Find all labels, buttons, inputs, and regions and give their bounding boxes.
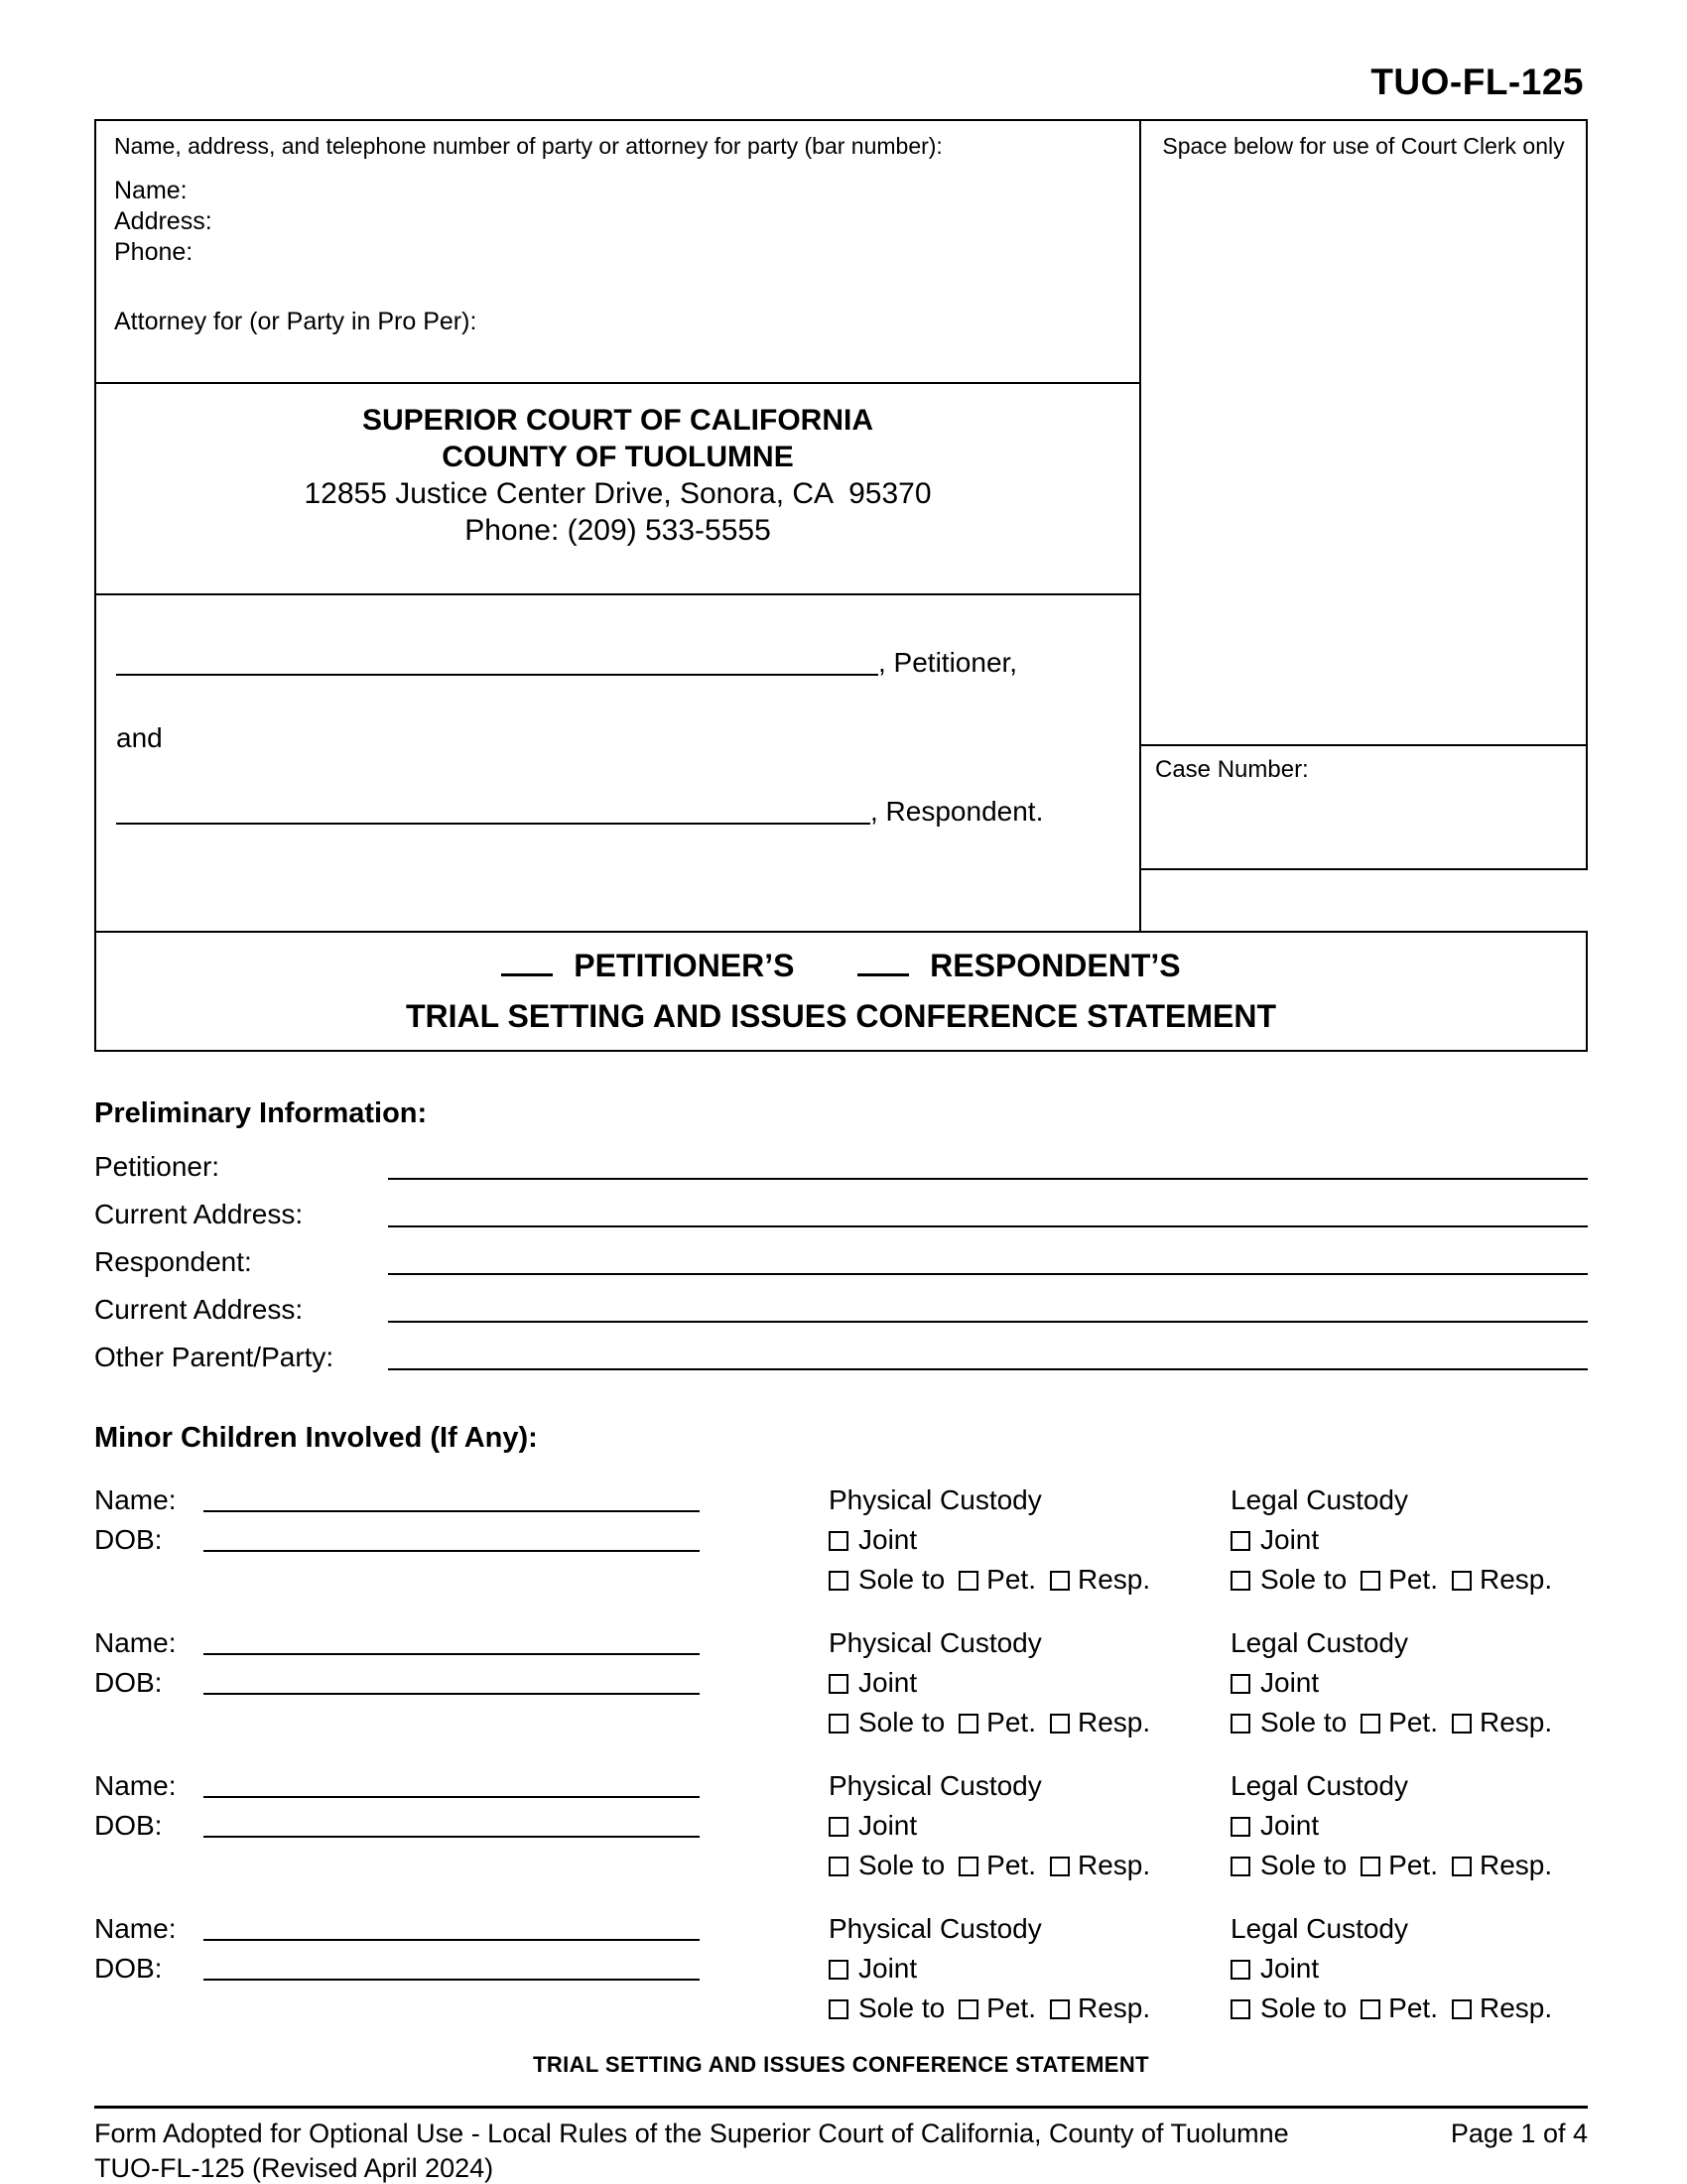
physical-custody-label: Physical Custody [829, 1913, 1042, 1944]
physical-custody-column [829, 1907, 1231, 2026]
respondent-address-field-row [94, 1281, 1588, 1329]
legal-resp-label: Resp. [1479, 1850, 1553, 1880]
physical-sole-to-label: Sole to [858, 1707, 946, 1737]
preliminary-fields [94, 1138, 1588, 1376]
child-name-row [94, 1764, 829, 1804]
legal-joint-checkbox[interactable] [1231, 1817, 1250, 1837]
child-name-label: Name: [94, 1913, 177, 1944]
legal-sole-row [1231, 1987, 1588, 2026]
caption-left-column [94, 119, 1141, 933]
legal-sole-to-label: Sole to [1260, 1707, 1348, 1737]
respondent-title-label: RESPONDENT’S [930, 948, 1181, 983]
footer-divider [94, 2106, 1588, 2109]
other-parent-field-label: Other Parent/Party: [94, 1342, 334, 1372]
legal-sole-to-label: Sole to [1260, 1992, 1348, 2023]
legal-resp-label: Resp. [1479, 1564, 1553, 1595]
physical-joint-checkbox[interactable] [829, 1674, 848, 1694]
legal-pet-label: Pet. [1388, 1992, 1438, 2023]
legal-joint-row [1231, 1947, 1588, 1987]
child-dob-label: DOB: [94, 1953, 163, 1984]
legal-resp-label: Resp. [1479, 1992, 1553, 2023]
legal-joint-label: Joint [1260, 1524, 1320, 1555]
legal-sole-checkbox[interactable] [1231, 1857, 1250, 1876]
petitioner-suffix-label: , Petitioner, [878, 647, 1018, 678]
legal-joint-row [1231, 1518, 1588, 1558]
petitioner-field-row [94, 1138, 1588, 1186]
legal-sole-row [1231, 1558, 1588, 1598]
physical-resp-label: Resp. [1077, 1850, 1151, 1880]
legal-custody-label: Legal Custody [1231, 1770, 1409, 1801]
legal-custody-label: Legal Custody [1231, 1484, 1409, 1515]
legal-pet-label: Pet. [1388, 1707, 1438, 1737]
respondent-suffix-label: , Respondent. [870, 796, 1044, 827]
physical-sole-checkbox[interactable] [829, 1571, 848, 1591]
physical-joint-checkbox[interactable] [829, 1531, 848, 1551]
physical-pet-label: Pet. [986, 1992, 1036, 2023]
physical-custody-label: Physical Custody [829, 1770, 1042, 1801]
physical-joint-label: Joint [858, 1524, 918, 1555]
legal-joint-checkbox[interactable] [1231, 1674, 1250, 1694]
physical-joint-checkbox[interactable] [829, 1960, 848, 1980]
child-dob-label: DOB: [94, 1810, 163, 1841]
child-entry [94, 1907, 1588, 2026]
physical-sole-checkbox[interactable] [829, 1999, 848, 2019]
physical-sole-to-label: Sole to [858, 1992, 946, 2023]
legal-sole-pet-checkbox[interactable] [1361, 1714, 1380, 1734]
attorney-info-box [96, 121, 1139, 384]
child-dob-input[interactable] [203, 1550, 700, 1552]
physical-joint-label: Joint [858, 1953, 918, 1984]
physical-sole-row [829, 1987, 1231, 2026]
legal-sole-pet-checkbox[interactable] [1361, 1571, 1380, 1591]
legal-sole-pet-checkbox[interactable] [1361, 1857, 1380, 1876]
physical-sole-resp-checkbox[interactable] [1050, 1857, 1070, 1876]
footer-form-title: TRIAL SETTING AND ISSUES CONFERENCE STATEMENT [533, 2052, 1149, 2077]
attorney-address-label: Address: [114, 207, 212, 235]
legal-sole-to-label: Sole to [1260, 1564, 1348, 1595]
legal-joint-label: Joint [1260, 1667, 1320, 1698]
physical-custody-label: Physical Custody [829, 1627, 1042, 1658]
legal-joint-row [1231, 1661, 1588, 1701]
legal-pet-label: Pet. [1388, 1564, 1438, 1595]
case-number-label: Case Number: [1155, 756, 1309, 783]
physical-sole-to-label: Sole to [858, 1564, 946, 1595]
legal-resp-label: Resp. [1479, 1707, 1553, 1737]
attorney-for-label: Attorney for (or Party in Pro Per): [114, 308, 477, 335]
legal-sole-checkbox[interactable] [1231, 1571, 1250, 1591]
attorney-phone-input[interactable] [193, 237, 1121, 268]
attorney-caption: Name, address, and telephone number of party or attorney for party (bar number): [114, 133, 943, 159]
child-dob-label: DOB: [94, 1667, 163, 1698]
petitioner-title-label: PETITIONER’S [574, 948, 795, 983]
court-name-line1: SUPERIOR COURT OF CALIFORNIA [362, 404, 873, 437]
other-parent-input[interactable] [388, 1368, 1588, 1370]
child-dob-row [94, 1661, 829, 1701]
physical-joint-label: Joint [858, 1667, 918, 1698]
court-clerk-space-box [1139, 119, 1588, 746]
legal-sole-pet-checkbox[interactable] [1361, 1999, 1380, 2019]
legal-joint-row [1231, 1804, 1588, 1844]
child-dob-label: DOB: [94, 1524, 163, 1555]
child-name-label: Name: [94, 1770, 177, 1801]
children-list [94, 1478, 1588, 2026]
physical-sole-checkbox[interactable] [829, 1714, 848, 1734]
child-name-input[interactable] [203, 1510, 700, 1512]
physical-resp-label: Resp. [1077, 1707, 1151, 1737]
court-clerk-space-label: Space below for use of Court Clerk only [1162, 133, 1565, 159]
legal-sole-checkbox[interactable] [1231, 1714, 1250, 1734]
caption-grid [94, 119, 1588, 933]
child-identity [94, 1907, 829, 2026]
child-entry [94, 1764, 1588, 1883]
physical-sole-row [829, 1701, 1231, 1740]
form-title: TRIAL SETTING AND ISSUES CONFERENCE STATEMENT [405, 998, 1277, 1034]
legal-custody-column [1231, 1478, 1588, 1598]
physical-joint-row [829, 1661, 1231, 1701]
legal-sole-row [1231, 1701, 1588, 1740]
child-name-input[interactable] [203, 1796, 700, 1798]
legal-joint-checkbox[interactable] [1231, 1960, 1250, 1980]
child-name-input[interactable] [203, 1653, 700, 1655]
footer-adoption-text: Form Adopted for Optional Use - Local Rules of the Superior Court of California, County of Tuolumne [94, 2119, 1289, 2148]
child-dob-row [94, 1518, 829, 1558]
respondent-select-blank[interactable] [857, 971, 909, 976]
legal-custody-label: Legal Custody [1231, 1913, 1409, 1944]
respondent-address-field-label: Current Address: [94, 1294, 304, 1325]
party-caption-section [96, 645, 1139, 931]
physical-custody-column [829, 1621, 1231, 1740]
child-name-row [94, 1478, 829, 1518]
attorney-name-input[interactable] [188, 176, 1121, 206]
legal-sole-to-label: Sole to [1260, 1850, 1348, 1880]
legal-sole-resp-checkbox[interactable] [1452, 1571, 1472, 1591]
legal-custody-column [1231, 1907, 1588, 2026]
child-dob-input[interactable] [203, 1693, 700, 1695]
physical-pet-label: Pet. [986, 1707, 1036, 1737]
physical-sole-to-label: Sole to [858, 1850, 946, 1880]
legal-joint-label: Joint [1260, 1953, 1320, 1984]
court-name-line2: COUNTY OF TUOLUMNE [442, 441, 794, 473]
child-dob-row [94, 1804, 829, 1844]
child-entry [94, 1621, 1588, 1740]
child-name-input[interactable] [203, 1939, 700, 1941]
legal-sole-resp-checkbox[interactable] [1452, 1714, 1472, 1734]
petitioner-address-field-label: Current Address: [94, 1199, 304, 1229]
child-name-row [94, 1621, 829, 1661]
petitioner-address-field-row [94, 1186, 1588, 1233]
physical-sole-checkbox[interactable] [829, 1857, 848, 1876]
and-label: and [116, 722, 163, 753]
other-parent-field-row [94, 1329, 1588, 1376]
form-page [94, 0, 1588, 2184]
physical-resp-label: Resp. [1077, 1992, 1151, 2023]
child-dob-input[interactable] [203, 1979, 700, 1981]
minor-children-heading: Minor Children Involved (If Any): [94, 1422, 538, 1454]
physical-custody-label: Physical Custody [829, 1484, 1042, 1515]
child-identity [94, 1478, 829, 1598]
legal-joint-checkbox[interactable] [1231, 1531, 1250, 1551]
legal-sole-checkbox[interactable] [1231, 1999, 1250, 2019]
physical-sole-row [829, 1844, 1231, 1883]
court-address: 12855 Justice Center Drive, Sonora, CA 95370 [304, 477, 932, 510]
child-identity [94, 1621, 829, 1740]
legal-custody-column [1231, 1621, 1588, 1740]
physical-custody-column [829, 1764, 1231, 1883]
physical-custody-column [829, 1478, 1231, 1598]
physical-resp-label: Resp. [1077, 1564, 1151, 1595]
form-number: TUO-FL-125 [1370, 62, 1584, 102]
physical-joint-checkbox[interactable] [829, 1817, 848, 1837]
child-name-label: Name: [94, 1484, 177, 1515]
footer-revision-text: TUO-FL-125 (Revised April 2024) [94, 2153, 494, 2183]
court-header [96, 384, 1139, 595]
attorney-address-input[interactable] [212, 206, 1121, 237]
physical-pet-label: Pet. [986, 1564, 1036, 1595]
legal-sole-resp-checkbox[interactable] [1452, 1857, 1472, 1876]
respondent-input[interactable] [388, 1273, 1588, 1275]
petitioner-name-line[interactable] [116, 674, 878, 676]
legal-custody-label: Legal Custody [1231, 1627, 1409, 1658]
physical-sole-pet-checkbox[interactable] [959, 1714, 978, 1734]
legal-custody-column [1231, 1764, 1588, 1883]
respondent-field-label: Respondent: [94, 1246, 252, 1277]
petitioner-select-blank[interactable] [501, 971, 553, 976]
physical-pet-label: Pet. [986, 1850, 1036, 1880]
physical-sole-row [829, 1558, 1231, 1598]
child-entry [94, 1478, 1588, 1598]
form-title-box [94, 931, 1588, 1052]
child-name-row [94, 1907, 829, 1947]
physical-sole-resp-checkbox[interactable] [1050, 1999, 1070, 2019]
court-phone: Phone: (209) 533-5555 [464, 514, 771, 547]
respondent-name-line[interactable] [116, 823, 870, 825]
legal-pet-label: Pet. [1388, 1850, 1438, 1880]
attorney-name-label: Name: [114, 177, 188, 204]
physical-sole-pet-checkbox[interactable] [959, 1999, 978, 2019]
case-number-box [1139, 744, 1588, 870]
physical-joint-label: Joint [858, 1810, 918, 1841]
physical-sole-pet-checkbox[interactable] [959, 1571, 978, 1591]
child-dob-input[interactable] [203, 1836, 700, 1838]
physical-joint-row [829, 1947, 1231, 1987]
case-number-input[interactable] [1155, 784, 1572, 853]
petitioner-address-input[interactable] [388, 1225, 1588, 1227]
physical-joint-row [829, 1804, 1231, 1844]
physical-sole-pet-checkbox[interactable] [959, 1857, 978, 1876]
physical-sole-resp-checkbox[interactable] [1050, 1571, 1070, 1591]
physical-sole-resp-checkbox[interactable] [1050, 1714, 1070, 1734]
attorney-phone-label: Phone: [114, 238, 194, 266]
footer-row [94, 2119, 1588, 2149]
physical-joint-row [829, 1518, 1231, 1558]
respondent-address-input[interactable] [388, 1321, 1588, 1323]
footer-page-number: Page 1 of 4 [1450, 2119, 1588, 2148]
attorney-for-input[interactable] [476, 308, 1121, 336]
legal-sole-row [1231, 1844, 1588, 1883]
respondent-field-row [94, 1233, 1588, 1281]
child-dob-row [94, 1947, 829, 1987]
child-identity [94, 1764, 829, 1883]
legal-joint-label: Joint [1260, 1810, 1320, 1841]
child-name-label: Name: [94, 1627, 177, 1658]
petitioner-input[interactable] [388, 1178, 1588, 1180]
petitioner-field-label: Petitioner: [94, 1151, 220, 1182]
legal-sole-resp-checkbox[interactable] [1452, 1999, 1472, 2019]
caption-right-column [1139, 119, 1588, 870]
preliminary-information-heading: Preliminary Information: [94, 1097, 428, 1129]
